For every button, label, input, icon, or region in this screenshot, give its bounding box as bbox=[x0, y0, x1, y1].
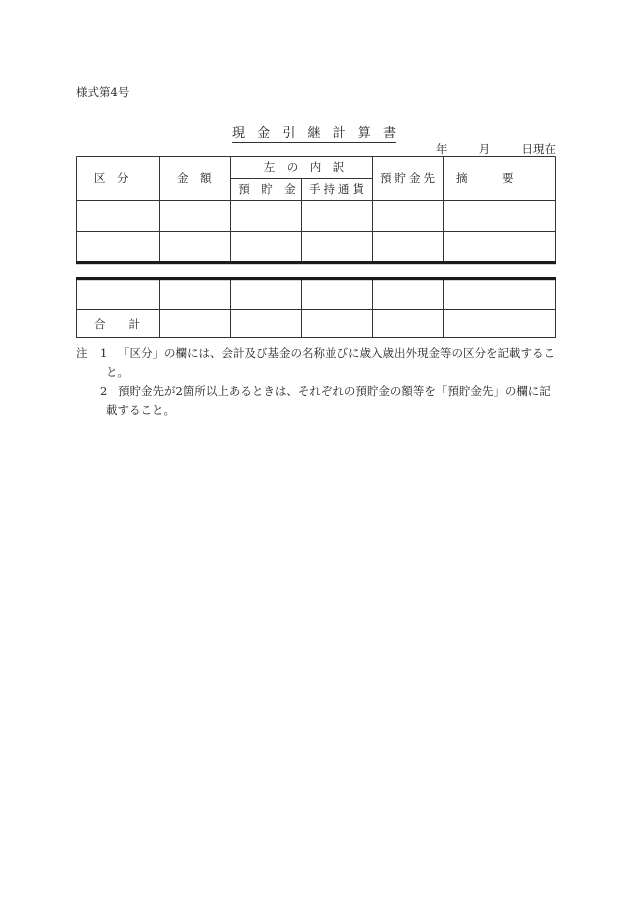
header-breakdown-label: 左 の 内 訳 bbox=[263, 160, 345, 174]
note-1-text: 「区分」の欄には、会計及び基金の名称並びに歳入歳出外現金等の区分を記載すること。 bbox=[106, 346, 555, 379]
header-depositary-label: 預貯金先 bbox=[380, 171, 438, 185]
header-category-label: 区 分 bbox=[94, 171, 129, 185]
total-label: 合 計 bbox=[94, 316, 140, 331]
date-part: 年 bbox=[436, 142, 448, 156]
form-number: 様式第4号 bbox=[76, 85, 130, 99]
note-2 bbox=[76, 382, 560, 420]
header-amount bbox=[177, 156, 217, 200]
notes-label: 注 bbox=[76, 346, 88, 360]
date-line bbox=[436, 141, 556, 157]
header-breakdown bbox=[258, 156, 350, 178]
header-depositary bbox=[376, 156, 442, 200]
header-amount-label: 金 額 bbox=[177, 171, 212, 185]
title-char: 現 bbox=[232, 126, 246, 141]
header-deposit-label: 預 貯 金 bbox=[238, 182, 296, 196]
document-title bbox=[232, 122, 396, 143]
cash-table bbox=[76, 156, 556, 338]
notes bbox=[76, 344, 560, 420]
note-2-number: 2 bbox=[100, 384, 108, 398]
header-cash-on-hand bbox=[305, 178, 371, 200]
total-row-label bbox=[94, 310, 144, 337]
header-remarks-label: 摘 要 bbox=[456, 171, 514, 185]
header-deposit bbox=[234, 178, 300, 200]
header-category bbox=[94, 156, 142, 200]
header-remarks bbox=[456, 156, 546, 200]
note-2-text: 預貯金先が2箇所以上あるときは、それぞれの預貯金の額等を「預貯金先」の欄に記載すること。 bbox=[106, 384, 551, 417]
title-char: 金 bbox=[257, 126, 271, 141]
title-char: 算 bbox=[357, 126, 371, 141]
title-char: 引 bbox=[282, 126, 296, 141]
title-char: 継 bbox=[307, 126, 321, 141]
date-part: 月 bbox=[478, 142, 491, 156]
title-char: 書 bbox=[382, 126, 396, 141]
note-1 bbox=[76, 344, 560, 382]
header-cash-on-hand-label: 手持通貨 bbox=[309, 182, 367, 196]
title-char: 計 bbox=[332, 126, 346, 141]
date-part: 日現在 bbox=[521, 142, 556, 156]
note-1-number: 1 bbox=[100, 346, 108, 360]
